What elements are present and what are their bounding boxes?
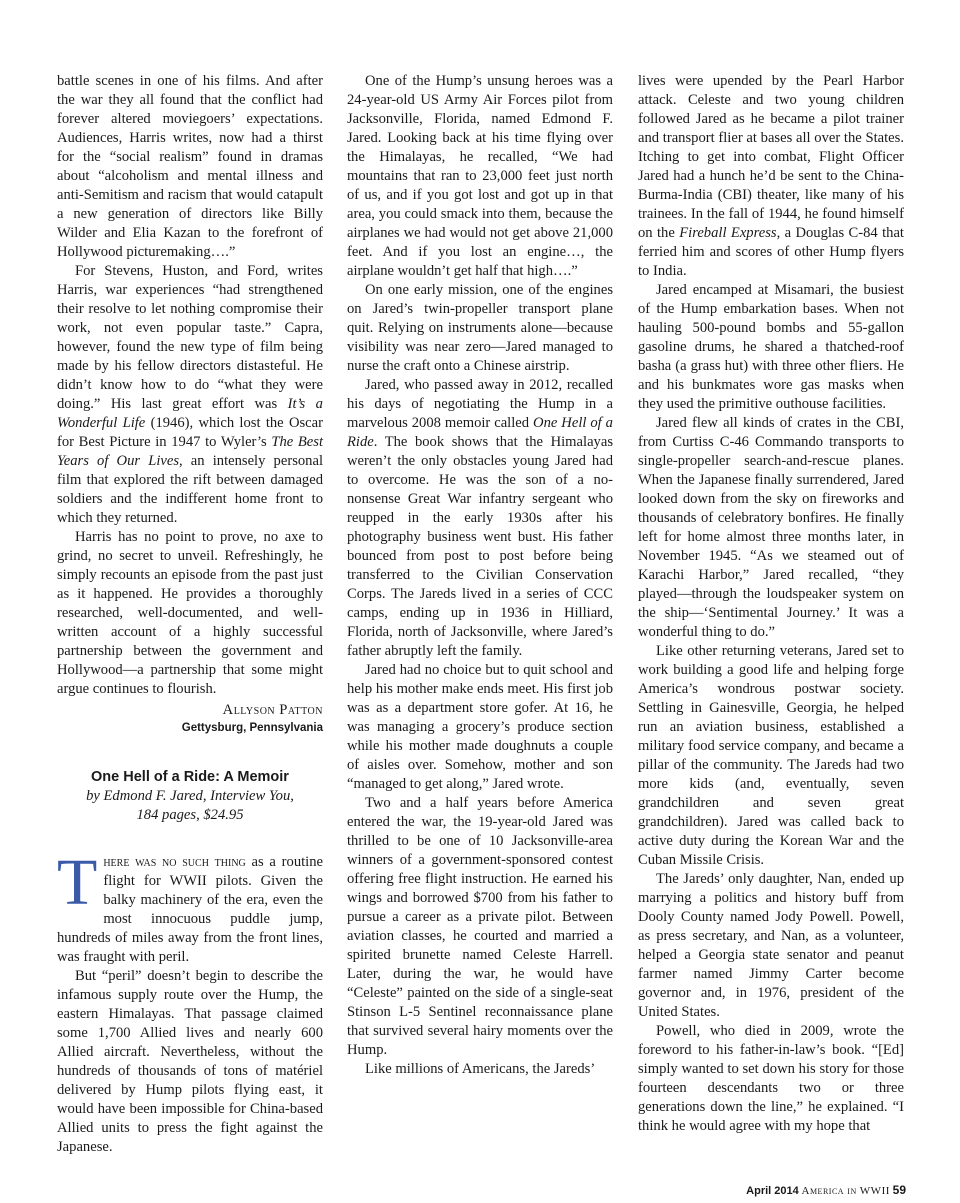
- text-run: Jared, who passed away in 2012, recalled his days of negotiating the Hump in a marvelous 2008 memoir called: [347, 377, 613, 431]
- paragraph: The Jareds’ only daughter, Nan, ended up marrying a politics and history buff from Dooly County named Jody Powell. Powell, as press secretary, and Nan, as a volunteer, helped a Georgia state senator and peanut farmer named Jimmy Carter become governor and, in 1976, president of the United States.: [638, 871, 904, 1020]
- column-2: [347, 72, 613, 1079]
- reviewer-location: Gettysburg, Pennsylvania: [181, 722, 323, 734]
- paragraph: Like millions of Americans, the Jareds’: [365, 1061, 596, 1077]
- lead-in-smallcaps: here was no such thing: [103, 854, 246, 870]
- book-title: One Hell of a Ride: [347, 415, 613, 450]
- review-book-info: [57, 787, 323, 825]
- paragraph: [638, 72, 904, 281]
- drop-cap: T: [57, 846, 98, 919]
- paragraph: Like other returning veterans, Jared set to work building a good life and helping forge America’s wondrous postwar society. Settling in Gainesville, Georgia, he helped run an aviation business, established a military food service company, and became a pillar of the community. The Jareds had two more kids (and, eventually, seven grandchildren and seven great grandchildren). Jared was called back to active duty during the Korean War and the Cuban Missile Crisis.: [638, 643, 904, 868]
- review-header: [57, 767, 323, 825]
- review-book-title: One Hell of a Ride: A Memoir: [91, 769, 289, 785]
- aircraft-name: Fireball Express: [679, 225, 777, 241]
- column-1: [57, 72, 323, 1157]
- paragraph: [57, 262, 323, 528]
- paragraph: Two and a half years before America entered the war, the 19-year-old Jared was thrilled to be one of 10 Jacksonville-area winners of a government-sponsored contest offering free flight instruction. He earned his wings and borrowed $700 from his father to pursue a career as a private pilot. Between aviation classes, he courted and married a spirited brunette named Celeste Harrell. Later, during the war, he would have “Celeste” painted on the side of a single-seat Stinson L-5 Sentinel reconnaissance plane that survived several hairy moments over the Hump.: [347, 795, 613, 1058]
- text-run: , an intensely personal film that explored the rift between damaged soldiers and the indifferent home front to which they returned.: [57, 453, 323, 526]
- issue-date: April 2014: [746, 1185, 799, 1197]
- reviewer-name: Allyson Patton: [222, 702, 323, 718]
- review-author-publisher: by Edmond F. Jared, Interview You,: [86, 788, 294, 804]
- column-3: [638, 72, 904, 1136]
- paragraph: Harris has no point to prove, no axe to grind, no secret to unveil. Refreshingly, he simply recounts an episode from the past just as it happened. He provides a thoroughly researched, well-documented, and well-written account of a highly successful partnership between the government and Hollywood—a partnership that some might argue continues to flourish.: [57, 529, 323, 697]
- paragraph: battle scenes in one of his films. And after the war they all found that the conflict had forever altered moviegoers’ expectations. Audiences, Harris writes, now had a thirst for the “social realism” found in dramas about “alcoholism and mental illness and anti-Semitism and racism that would catapult a new generation of directors like Billy Wilder and Elia Kazan to the forefront of Hollywood picturemaking….”: [57, 73, 323, 260]
- text-run: as a routine flight for WWII pilots. Given the balky machinery of the era, even the most innocuous puddle jump, hundreds of miles away from the front lines, was fraught with peril.: [57, 854, 323, 965]
- paragraph: On one early mission, one of the engines on Jared’s twin-propeller transport plane quit. Relying on instruments alone—because visibility was near zero—Jared managed to nurse the craft onto a Chinese airstrip.: [347, 282, 613, 374]
- paragraph: [347, 376, 613, 661]
- film-title: It’s a Wonderful Life: [57, 396, 323, 431]
- paragraph: [57, 846, 323, 967]
- text-run: , a Douglas C-84 that ferried him and scores of other Hump flyers to India.: [638, 225, 904, 279]
- paragraph: Jared encamped at Misamari, the busiest of the Hump embarkation bases. When not hauling 500-pound bombs and 55-gallon gasoline drums, he shared a thatched-roof basha (a grass hut) with three other fliers. He and his bunkmates wore gas masks when they used the primitive outhouse facilities.: [638, 282, 904, 412]
- paragraph: Jared had no choice but to quit school and help his mother make ends meet. His first job was as a department store gofer. At 16, he was managing a grocery’s produce section while his mother made doughnuts a couple of aisles over. Somehow, mother and son “managed to get along,” Jared wrote.: [347, 662, 613, 792]
- paragraph: Jared flew all kinds of crates in the CBI, from Curtiss C-46 Commando transports to single-propeller search-and-rescue planes. When the Japanese finally surrendered, Jared looked down from the sky on fireworks and thousands of celebratory bonfires. He finally left for home almost three months later, in November 1945. “As we steamed out of Karachi Harbor,” Jared recalled, “they played—through the loudspeaker system on the ship—‘Sentimental Journey.’ It was a wonderful thing to do.”: [638, 415, 904, 640]
- page-number: 59: [892, 1183, 906, 1197]
- paragraph: One of the Hump’s unsung heroes was a 24-year-old US Army Air Forces pilot from Jacksonville, Florida, named Edmond F. Jared. Looking back at his time flying over the Himalayas, he recalled, “We had mountains that ran to 23,000 feet just north of us, and if you got lost and got up in that area, you could smack into them, because the airplanes we had would not get above 21,000 feet. And if you lost an engine…, the airplane wouldn’t get half that high….”: [347, 73, 613, 279]
- film-title: The Best Years of Our Lives: [57, 434, 323, 469]
- page-footer: [738, 1183, 906, 1197]
- paragraph: But “peril” doesn’t begin to describe the infamous supply route over the Hump, the eastern Himalayas. That passage claimed some 1,700 Allied lives and nearly 600 Allied aircraft. Nevertheless, without the hundreds of thousands of tons of matériel delivered by Hump pilots flying east, it would have been impossible for China-based Allied units to press the fight against the Japanese.: [57, 968, 323, 1155]
- review-pages-price: 184 pages, $24.95: [136, 807, 244, 823]
- paragraph: Powell, who died in 2009, wrote the foreword to his father-in-law’s book. “[Ed] simply wanted to set down his story for those fourteen descendants two or three generations down the line,” he explained. “I think he would agree with my hope that: [638, 1023, 904, 1134]
- text-run: For Stevens, Huston, and Ford, writes Harris, war experiences “had strengthened their resolve to let nothing compromise their work, not even popular taste.” Capra, however, found the new type of film being made by his fellow directors distasteful. He didn’t know how to do “what they were doing.” His last great effort was: [57, 263, 323, 412]
- text-run: lives were upended by the Pearl Harbor attack. Celeste and two young children followed Jared as he became a pilot trainer and transport flier at bases all over the States. Itching to get into combat, Flight Officer Jared had a hunch he’d be sent to the China-Burma-India (CBI) theater, like many of his trainees. In the fall of 1944, he found himself on the: [638, 73, 904, 241]
- text-run: (1946), which lost the Oscar for Best Picture in 1947 to Wyler’s: [57, 415, 323, 450]
- magazine-name: America in WWII: [801, 1185, 890, 1197]
- text-run: . The book shows that the Himalayas weren’t the only obstacles young Jared had to overcome. He was the son of a no-nonsense Great War infantry sergeant who reupped in the early 1930s after his photography business went bust. His father bounced from post to post before being transferred to the Civilian Conservation Corps. The Jareds lived in a series of CCC camps, ending up in 1936 in Hilliard, Florida, north of Jacksonville, where Jared’s father abruptly left the family.: [347, 434, 613, 659]
